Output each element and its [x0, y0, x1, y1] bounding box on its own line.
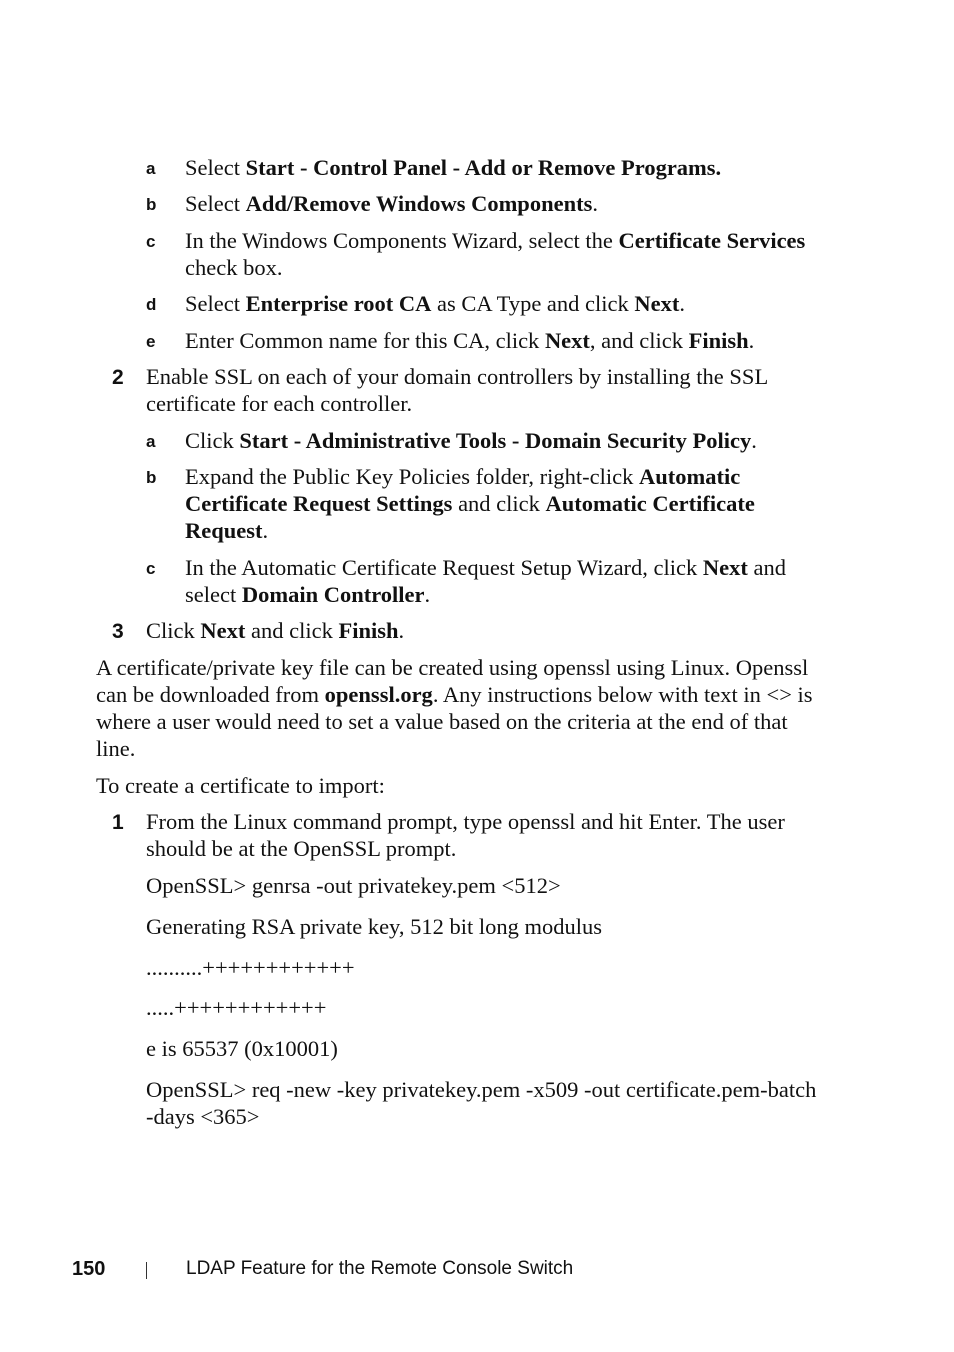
command-line: OpenSSL> genrsa -out privatekey.pem <512>: [146, 873, 561, 898]
substep-text: Select Enterprise root CA as CA Type and click Next.: [185, 291, 686, 316]
substep-marker: d: [146, 295, 157, 314]
substep-marker: a: [146, 159, 156, 178]
substep-marker: b: [146, 195, 157, 214]
command-line: OpenSSL> req -new -key privatekey.pem -x509 -out certificate.pem-batch -days <365>: [146, 1077, 817, 1129]
intro-paragraph: To create a certificate to import:: [96, 773, 385, 798]
substep-marker: c: [146, 559, 156, 578]
page-number: 150: [72, 1258, 106, 1280]
substep-text: Enter Common name for this CA, click Next, and click Finish.: [185, 328, 755, 353]
substep-marker: c: [146, 232, 156, 251]
output-line: ..........++++++++++++: [146, 955, 355, 980]
step-number: 1: [112, 811, 124, 834]
substep-text: Click Start - Administrative Tools - Domain Security Policy.: [185, 428, 757, 453]
substep-marker: e: [146, 332, 156, 351]
body-paragraph: A certificate/private key file can be created using openssl using Linux. Openssl can be downloaded from openssl.org. Any instructions below with text in <> is where a user would need to set a value based on the criteria at the end of that line.: [96, 655, 813, 761]
substep-text: Select Add/Remove Windows Components.: [185, 191, 598, 216]
footer-title: LDAP Feature for the Remote Console Switch: [186, 1258, 574, 1279]
output-line: Generating RSA private key, 512 bit long modulus: [146, 914, 602, 939]
footer-divider: [146, 1262, 147, 1279]
step-text: From the Linux command prompt, type openssl and hit Enter. The user should be at the OpenSSL prompt.: [146, 809, 785, 861]
output-line: .....++++++++++++: [146, 995, 327, 1020]
substep-text: In the Automatic Certificate Request Setup Wizard, click Next and select Domain Controller.: [185, 555, 787, 607]
substep-text: Expand the Public Key Policies folder, right-click Automatic Certificate Request Settings and click Automatic Certificate Request.: [185, 464, 755, 543]
step-number: 2: [112, 366, 124, 389]
substep-marker: a: [146, 432, 156, 451]
substep-text: Select Start - Control Panel - Add or Remove Programs.: [185, 155, 722, 180]
substep-marker: b: [146, 468, 157, 487]
step-text: Click Next and click Finish.: [146, 618, 405, 643]
step-number: 3: [112, 620, 124, 643]
substep-text: In the Windows Components Wizard, select the Certificate Services check box.: [185, 228, 806, 280]
step-text: Enable SSL on each of your domain controllers by installing the SSL certificate for each controller.: [146, 364, 768, 416]
output-line: e is 65537 (0x10001): [146, 1036, 338, 1061]
